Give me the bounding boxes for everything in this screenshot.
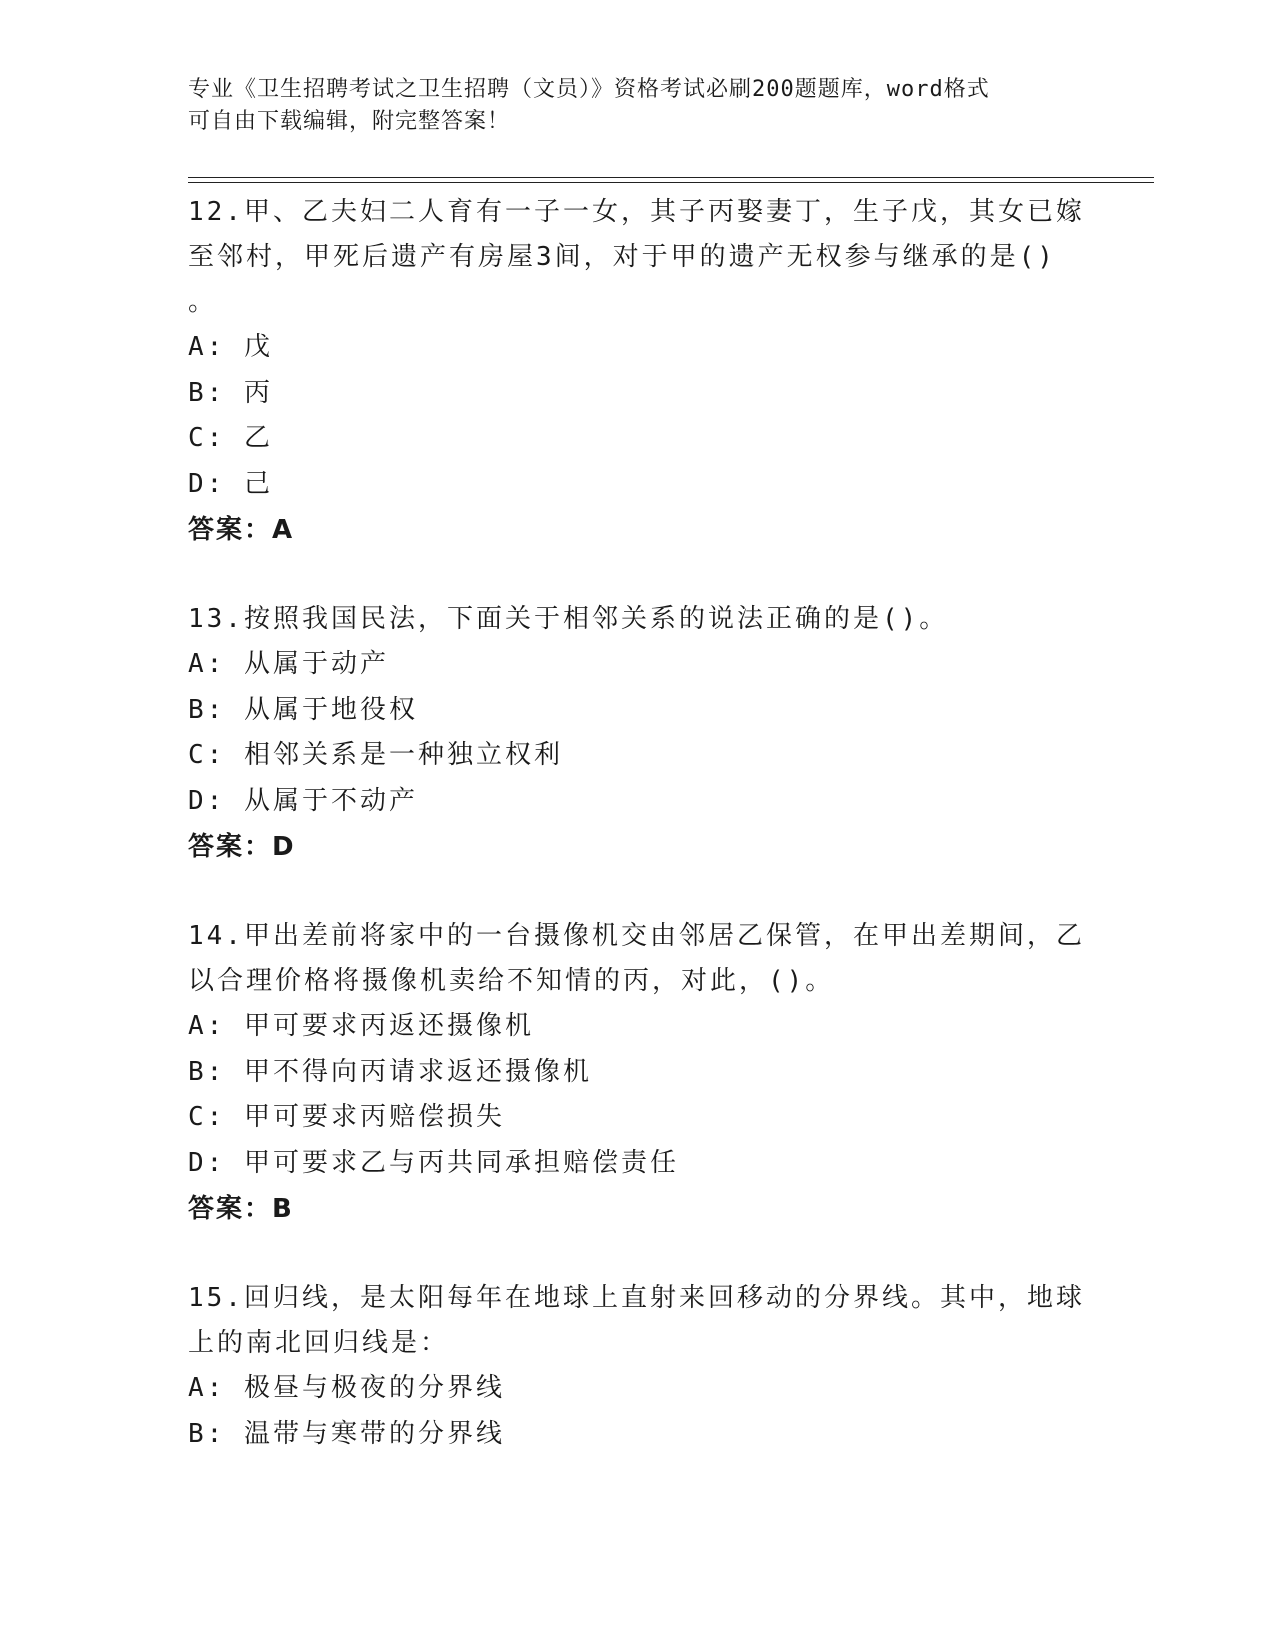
question-list — [188, 188, 1088, 1457]
question-12 — [188, 188, 1088, 553]
question-stem-line: 至邻村，甲死后遗产有房屋3间，对于甲的遗产无权参与继承的是() — [188, 242, 1056, 272]
option-d: D: 己 — [188, 468, 273, 499]
question-stem-line: 15.回归线，是太阳每年在地球上直射来回移动的分界线。其中，地球 — [188, 1283, 1085, 1313]
option-c: C: 相邻关系是一种独立权利 — [188, 740, 563, 770]
question-14 — [188, 914, 1088, 1232]
option-a: A: 戊 — [188, 332, 273, 362]
option-a: A: 极昼与极夜的分界线 — [188, 1373, 505, 1403]
question-15 — [188, 1276, 1088, 1457]
question-spacer — [188, 870, 1088, 914]
document-header — [188, 74, 1068, 138]
header-divider-top — [188, 177, 1154, 178]
question-spacer — [188, 553, 1088, 597]
question-stem-line: 以合理价格将摄像机卖给不知情的丙，对此，()。 — [188, 966, 835, 996]
answer-line: 答案：D — [188, 832, 296, 862]
header-line-1: 专业《卫生招聘考试之卫生招聘（文员）》资格考试必刷200题题库，word格式 — [188, 77, 990, 102]
answer-line: 答案：A — [188, 515, 295, 545]
question-stem-line: 14.甲出差前将家中的一台摄像机交由邻居乙保管，在甲出差期间，乙 — [188, 921, 1085, 951]
header-divider-bottom — [188, 182, 1154, 183]
option-b: B: 温带与寒带的分界线 — [188, 1418, 505, 1449]
question-stem-line: 13.按照我国民法，下面关于相邻关系的说法正确的是()。 — [188, 604, 949, 634]
question-stem-line: 12.甲、乙夫妇二人育有一子一女，其子丙娶妻丁，生子戊，其女已嫁 — [188, 197, 1085, 227]
question-stem-line: 上的南北回归线是： — [188, 1328, 450, 1358]
header-line-2: 可自由下载编辑，附完整答案！ — [188, 109, 511, 134]
question-stem-line: 。 — [188, 287, 218, 317]
option-a: A: 从属于动产 — [188, 649, 389, 679]
option-c: C: 甲可要求丙赔偿损失 — [188, 1102, 505, 1132]
option-b: B: 从属于地役权 — [188, 694, 418, 725]
option-b: B: 丙 — [188, 377, 273, 408]
option-a: A: 甲可要求丙返还摄像机 — [188, 1011, 534, 1041]
question-13 — [188, 597, 1088, 870]
option-d: D: 从属于不动产 — [188, 785, 418, 816]
option-d: D: 甲可要求乙与丙共同承担赔偿责任 — [188, 1147, 679, 1178]
question-spacer — [188, 1232, 1088, 1276]
option-b: B: 甲不得向丙请求返还摄像机 — [188, 1056, 592, 1087]
option-c: C: 乙 — [188, 423, 273, 453]
answer-line: 答案：B — [188, 1194, 294, 1224]
